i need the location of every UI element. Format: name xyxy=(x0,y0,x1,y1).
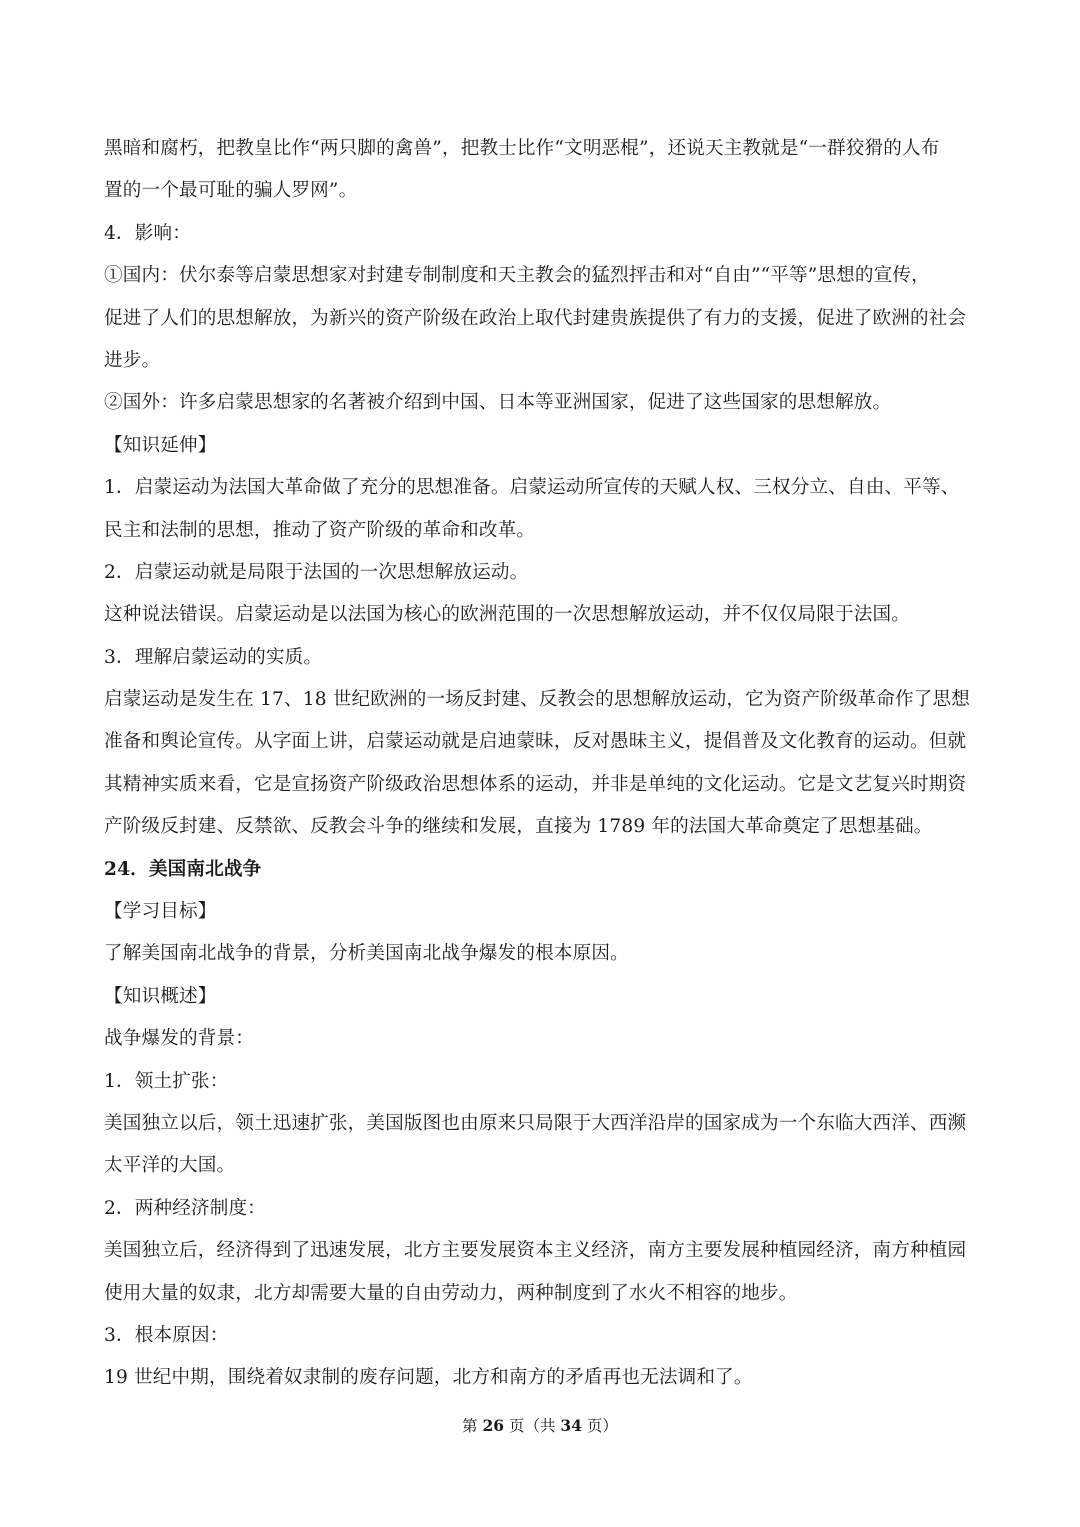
document-body xyxy=(104,128,980,1400)
total-pages: 34 xyxy=(560,1416,582,1435)
text-line: 置的一个最可耻的骗人罗网”。 xyxy=(104,180,358,202)
section-heading: 【知识延伸】 xyxy=(104,434,217,456)
text-line: 美国独立以后，领土迅速扩张，美国版图也由原来只局限于大西洋沿岸的国家成为一个东临大西洋、西濒 xyxy=(104,1112,967,1134)
text-line: 启蒙运动是发生在 17、18 世纪欧洲的一场反封建、反教会的思想解放运动，它为资产阶级革命作了思想 xyxy=(104,689,971,711)
text-line: 2．启蒙运动就是局限于法国的一次思想解放运动。 xyxy=(104,561,529,583)
text-line: 其精神实质来看，它是宣扬资产阶级政治思想体系的运动，并非是单纯的文化运动。它是文艺复兴时期资 xyxy=(104,773,967,795)
text-line: 4．影响： xyxy=(104,222,191,244)
text-line: 这种说法错误。启蒙运动是以法国为核心的欧洲范围的一次思想解放运动，并不仅仅局限于法国。 xyxy=(104,604,910,626)
text-line: 3．理解启蒙运动的实质。 xyxy=(104,646,323,668)
text-line: 民主和法制的思想，推动了资产阶级的革命和改革。 xyxy=(104,519,536,541)
text-line: 太平洋的大国。 xyxy=(104,1155,236,1177)
text-line: 19 世纪中期，围绕着奴隶制的废存问题，北方和南方的矛盾再也无法调和了。 xyxy=(104,1367,753,1389)
footer-prefix: 第 xyxy=(462,1417,483,1435)
text-line: 准备和舆论宣传。从字面上讲，启蒙运动就是启迪蒙昧，反对愚昧主义，提倡普及文化教育的运动。但就 xyxy=(104,731,967,753)
text-line: 了解美国南北战争的背景，分析美国南北战争爆发的根本原因。 xyxy=(104,943,629,965)
text-line: 促进了人们的思想解放，为新兴的资产阶级在政治上取代封建贵族提供了有力的支援，促进了欧洲的社会 xyxy=(104,307,967,329)
text-line: 产阶级反封建、反禁欲、反教会斗争的继续和发展，直接为 1789 年的法国大革命奠定了思想基础。 xyxy=(104,816,933,838)
page-number: 26 xyxy=(482,1416,505,1435)
footer-middle: 页（共 xyxy=(504,1417,561,1435)
chapter-title: 24．美国南北战争 xyxy=(104,858,262,880)
text-line: 战争爆发的背景： xyxy=(104,1028,254,1050)
text-line: 使用大量的奴隶，北方却需要大量的自由劳动力，两种制度到了水火不相容的地步。 xyxy=(104,1282,798,1304)
text-line: 黑暗和腐朽，把教皇比作“两只脚的禽兽”，把教士比作“文明恶棍”，还说天主教就是“一群狡猾的人布 xyxy=(104,138,940,159)
text-line: 3．根本原因： xyxy=(104,1324,229,1346)
text-line: ①国内：伏尔泰等启蒙思想家对封建专制制度和天主教会的猛烈抨击和对“自由”“平等”思想的宣传， xyxy=(104,265,930,287)
text-line: ②国外：许多启蒙思想家的名著被介绍到中国、日本等亚洲国家，促进了这些国家的思想解放。 xyxy=(104,392,892,414)
footer-suffix: 页） xyxy=(582,1417,618,1435)
text-line: 1．启蒙运动为法国大革命做了充分的思想准备。启蒙运动所宣传的天赋人权、三权分立、自由、平等、 xyxy=(104,477,960,499)
text-line: 2．两种经济制度： xyxy=(104,1197,266,1219)
section-heading: 【学习目标】 xyxy=(104,901,217,923)
section-heading: 【知识概述】 xyxy=(104,985,217,1007)
text-line: 进步。 xyxy=(104,349,161,371)
page-footer xyxy=(0,1414,1080,1438)
text-line: 美国独立后，经济得到了迅速发展，北方主要发展资本主义经济，南方主要发展种植园经济，南方种植园 xyxy=(104,1240,967,1262)
text-line: 1．领土扩张： xyxy=(104,1070,229,1092)
